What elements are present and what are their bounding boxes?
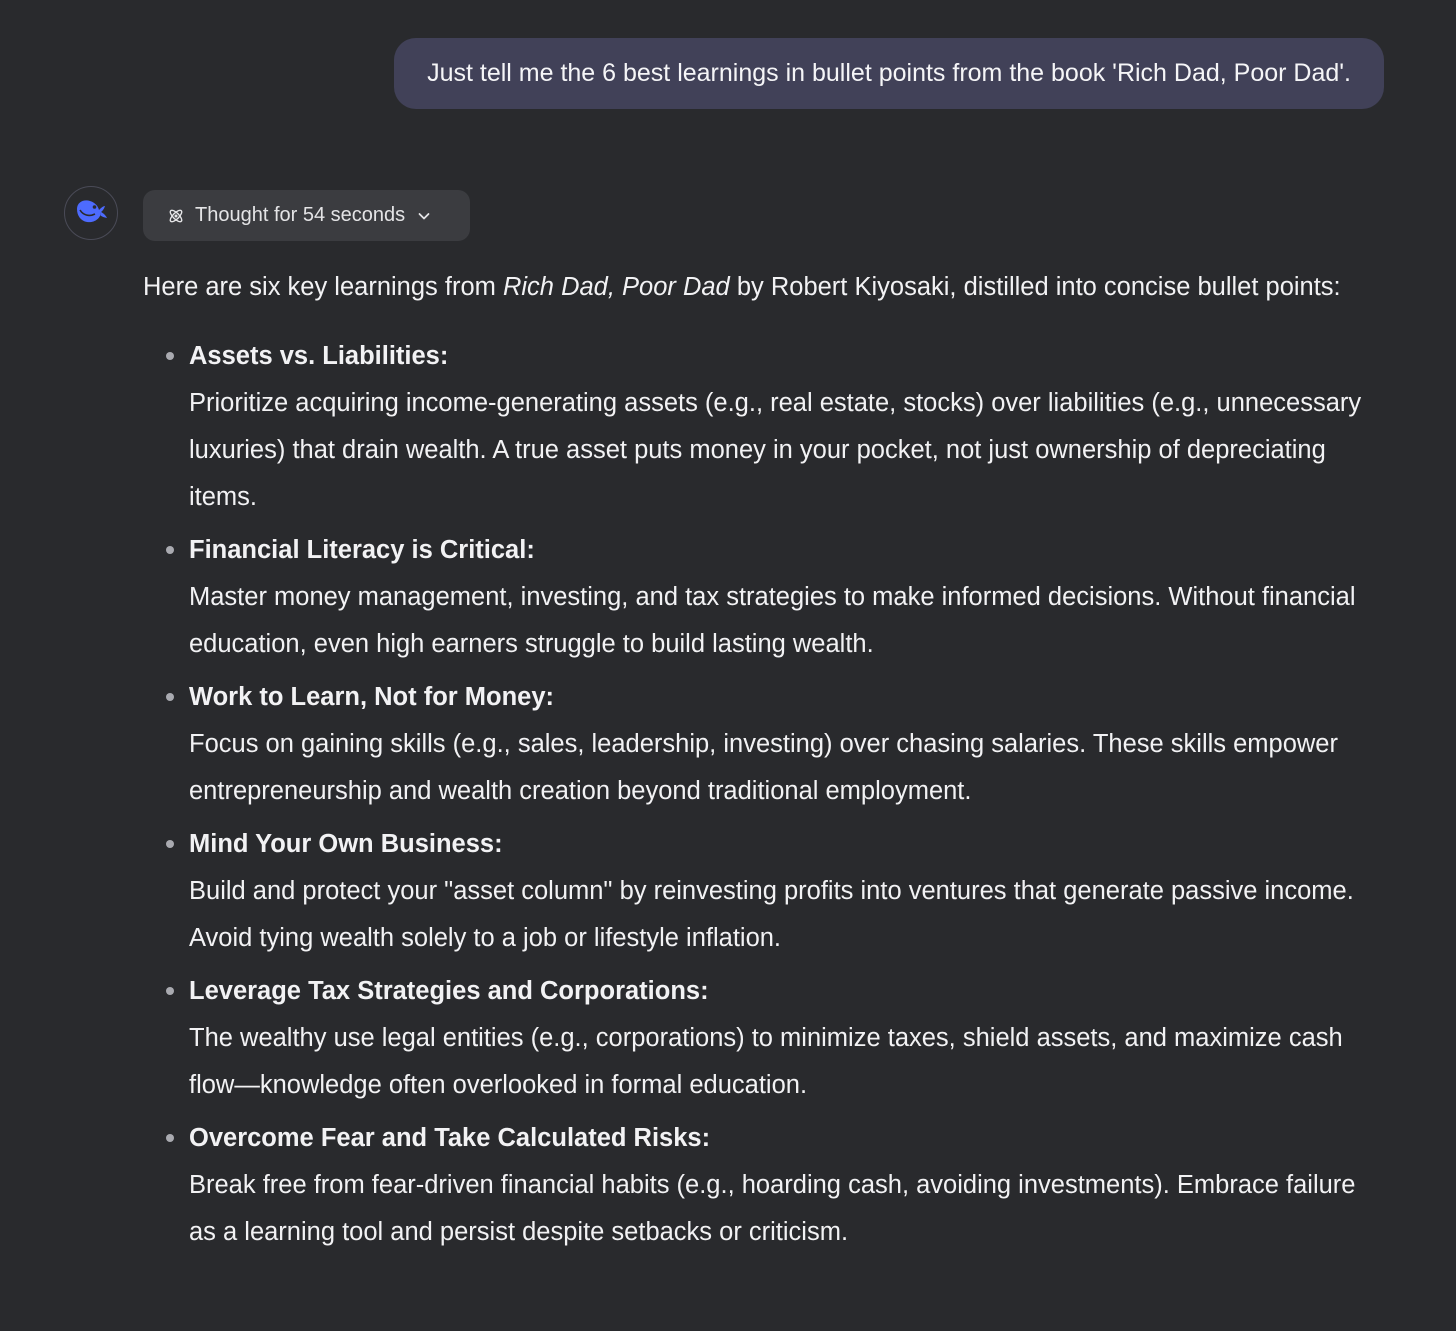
item-title: Work to Learn, Not for Money xyxy=(189,683,546,711)
thought-label: Thought for 54 seconds xyxy=(195,204,406,226)
item-title: Mind Your Own Business xyxy=(189,830,495,858)
item-text: Break free from fear-driven financial habits (e.g., hoarding cash, avoiding investments). Embrace failure as a learning tool and persist despite setbacks or criticism. xyxy=(189,1171,1356,1246)
list-item: Leverage Tax Strategies and Corporations: The wealthy use legal entities (e.g., corporations) to minimize taxes, shield assets, and maximize cash flow—knowledge often overlooked in formal education. xyxy=(189,968,1373,1109)
assistant-avatar xyxy=(64,186,118,240)
bullet-dot xyxy=(166,987,174,995)
item-title: Overcome Fear and Take Calculated Risks xyxy=(189,1124,702,1152)
chevron-down-icon xyxy=(417,209,431,223)
item-text: Build and protect your "asset column" by reinvesting profits into ventures that generate passive income. Avoid tying wealth solely to a job or lifestyle inflation. xyxy=(189,877,1354,952)
item-text: Focus on gaining skills (e.g., sales, leadership, investing) over chasing salaries. These skills empower entrepreneurship and wealth creation beyond traditional employment. xyxy=(189,730,1338,805)
item-text: The wealthy use legal entities (e.g., corporations) to minimize taxes, shield assets, and maximize cash flow—knowledge often overlooked in formal education. xyxy=(189,1024,1343,1099)
assistant-answer xyxy=(143,264,1373,1262)
bullet-dot xyxy=(166,840,174,848)
whale-logo-icon xyxy=(74,196,108,231)
answer-intro xyxy=(143,264,1373,311)
item-title: Assets vs. Liabilities xyxy=(189,342,440,370)
user-message-bubble xyxy=(394,38,1384,109)
intro-after: by Robert Kiyosaki, distilled into concise bullet points: xyxy=(729,273,1341,301)
thought-toggle-button[interactable] xyxy=(143,190,470,241)
atom-icon xyxy=(167,207,185,225)
intro-before: Here are six key learnings from xyxy=(143,273,503,301)
item-title: Financial Literacy is Critical xyxy=(189,536,527,564)
list-item: Financial Literacy is Critical: Master money management, investing, and tax strategies to make informed decisions. Without financial education, even high earners struggle to build lasting wealth. xyxy=(189,527,1373,668)
list-item: Work to Learn, Not for Money: Focus on gaining skills (e.g., sales, leadership, investing) over chasing salaries. These skills empower entrepreneurship and wealth creation beyond traditional employment. xyxy=(189,674,1373,815)
book-title: Rich Dad, Poor Dad xyxy=(502,273,730,301)
learnings-list xyxy=(143,333,1373,1256)
item-text: Master money management, investing, and tax strategies to make informed decisions. Without financial education, even high earners struggle to build lasting wealth. xyxy=(189,583,1356,658)
list-item: Assets vs. Liabilities: Prioritize acquiring income-generating assets (e.g., real estate, stocks) over liabilities (e.g., unnecessary luxuries) that drain wealth. A true asset puts money in your pocket, not just ownership of depreciating items. xyxy=(189,333,1373,521)
bullet-dot xyxy=(166,693,174,701)
list-item: Mind Your Own Business: Build and protect your "asset column" by reinvesting profits into ventures that generate passive income. Avoid tying wealth solely to a job or lifestyle inflation. xyxy=(189,821,1373,962)
user-message-text: Just tell me the 6 best learnings in bullet points from the book 'Rich Dad, Poor Dad'. xyxy=(427,59,1351,87)
bullet-dot xyxy=(166,1134,174,1142)
item-text: Prioritize acquiring income-generating assets (e.g., real estate, stocks) over liabilities (e.g., unnecessary luxuries) that drain wealth. A true asset puts money in your pocket, not just ownership of depreciating items. xyxy=(189,389,1362,511)
list-item: Overcome Fear and Take Calculated Risks: Break free from fear-driven financial habits (e.g., hoarding cash, avoiding investments). Embrace failure as a learning tool and persist despite setbacks or criticism. xyxy=(189,1115,1373,1256)
bullet-dot xyxy=(166,352,174,360)
item-title: Leverage Tax Strategies and Corporations xyxy=(189,977,701,1005)
bullet-dot xyxy=(166,546,174,554)
